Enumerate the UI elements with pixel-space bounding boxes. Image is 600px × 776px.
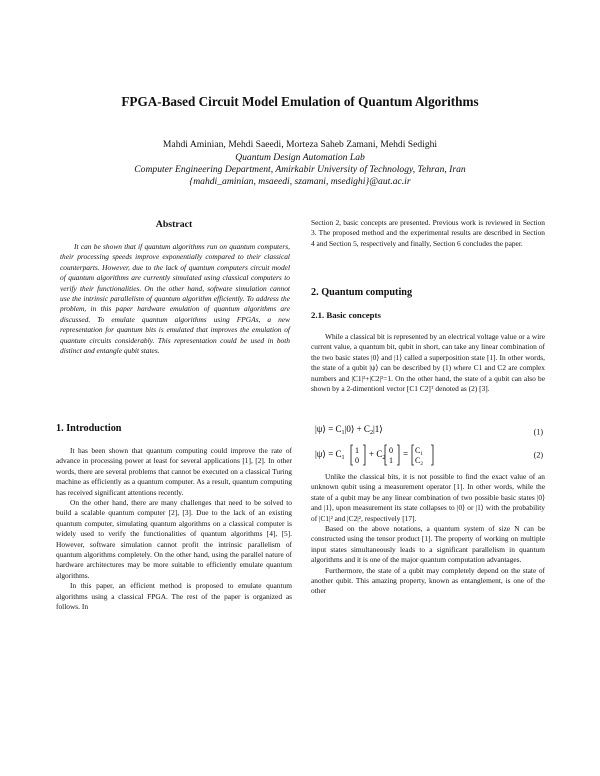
affiliation-dept: Computer Engineering Department, Amirkabir University of Technology, Tehran, Iran — [134, 164, 466, 175]
svg-text:=: = — [403, 449, 409, 459]
svg-text:C2: $C_2$ — [415, 456, 423, 467]
section2-heading: 2. Quantum computing — [311, 287, 413, 298]
svg-text:+ C2: + $C_2$ — [369, 449, 386, 461]
svg-text:1: 1 — [355, 446, 359, 455]
intro-paragraph-1: It has been shown that quantum computing could improve the rate of advance in processing power at least for several applications [1], [2]. In other words, there are several problems that cannot be executed on a classical Turing machine as efficiently as a quantum computer. As a result, quantum computing has received significant attentions recently. — [56, 446, 292, 497]
svg-text:1: 1 — [389, 456, 393, 465]
svg-text:0: 0 — [355, 456, 359, 465]
basic-concepts-paragraph-4: Furthermore, the state of a qubit may completely depend on the state of another qubit. This amazing property, known as entanglement, is one of the other — [311, 565, 545, 596]
svg-text:C1: $C_1$ — [415, 446, 423, 457]
section2-continued — [311, 472, 545, 597]
abstract-heading: Abstract — [155, 219, 193, 230]
svg-text:0: 0 — [389, 446, 393, 455]
intro-heading: 1. Introduction — [56, 423, 122, 434]
affiliation-email: {mahdi_aminian, msaeedi, szamani, msedighi}@aut.ac.ir — [189, 176, 411, 187]
abstract-section — [60, 242, 290, 356]
basic-concepts-paragraph-1: While a classical bit is represented by an electrical voltage value or a wire current value, a quantum bit, qubit in short, can take any linear combination of the two basic states |0⟩ and |1⟩ called a superposition state [1]. In other words, the state of a qubit |ψ⟩ can be described by (1) where C1 and C2 are complex numbers and |C1|²+|C2|²=1. On the other hand, the state of a qubit can also be shown by a 2-dimentionl vector [C1 C2]ᵀ denoted as (2) [3]. — [311, 332, 545, 394]
paper-organization-paragraph: Section 2, basic concepts are presented. Previous work is reviewed in Section 3. The proposed method and the experimental results are described in Section 4 and Section 5, respectively and finally, Section 6 concludes the paper. — [311, 218, 545, 248]
equation-2 — [311, 440, 545, 470]
affiliation-lab: Quantum Design Automation Lab — [235, 152, 365, 163]
intro-section — [56, 446, 292, 613]
basic-concepts-paragraph-2: Unlike the classical bits, it is not possible to find the exact value of an unknown qubit using a measurement operator [1]. In other words, while the state of a qubit may be any linear combination of two possible basic states |0⟩ and |1⟩, upon measurement its state collapses to |0⟩ or |1⟩ with the probability of |C1|² and |C2|², respectively [17]. — [311, 472, 545, 523]
right-top-section — [311, 218, 545, 249]
authors: Mahdi Aminian, Mehdi Saeedi, Morteza Saheb Zamani, Mehdi Sedighi — [162, 139, 438, 150]
section2-subheading: 2.1. Basic concepts — [311, 310, 381, 320]
intro-paragraph-2: On the other hand, there are many challenges that need to be solved to build a scalable quantum computer [2], [3]. Due to the lack of an existing quantum computer, simulating quantum algorithms on a classical computer is widely used to verify the functionalities of quantum algorithms [4], [5]. However, software simulation cannot profit the intrinsic parallelism of quantum algorithms completely. On the other hand, using the parallel nature of hardware architectures may be more suitable to efficiently emulate quantum algorithms. — [56, 498, 292, 580]
equation-2-formula — [315, 440, 475, 470]
intro-paragraph-3: In this paper, an efficient method is proposed to emulate quantum algorithms using a classical FPGA. The rest of the paper is organized as follows. In — [56, 581, 292, 612]
section2-basic-concepts — [311, 332, 545, 394]
svg-text:|ψ⟩ = C1|0⟩ + C2|1⟩: |ψ⟩ = $C_1|0⟩$ + $C_2|1⟩$ — [315, 424, 383, 436]
abstract-text: It can be shown that if quantum algorithms run on quantum computers, their processing speeds improve exponentially compared to their classical counterparts. However, due to the lack of quantum computers circuit model of quantum algorithms are currently simulated using classical computers to verify their functionalities. On the other hand, software simulation cannot use the intrinsic parallelism of quantum algorithm efficiently. To address the problem, in this paper hardware emulation of quantum algorithms are discussed. To emulate quantum algorithms using FPGAs, a new representation for quantum bits is emulated that improves the emulation of quantum circuits considerably. This representation could be used in both distinct and entangle qubit states. — [60, 242, 290, 356]
paper-title: FPGA-Based Circuit Model Emulation of Quantum Algorithms — [121, 94, 479, 109]
equation-1-number: (1) — [533, 427, 543, 437]
equation-2-number: (2) — [533, 450, 543, 460]
svg-text:|ψ⟩ = C1: |ψ⟩ = $C_1$ — [315, 449, 345, 461]
basic-concepts-paragraph-3: Based on the above notations, a quantum system of size N can be constructed using the tensor product [1]. The property of working on multiple input states simultaneously leads to a significant parallelism in quantum algorithms and it is one of the major quantum computation advantages. — [311, 524, 545, 565]
